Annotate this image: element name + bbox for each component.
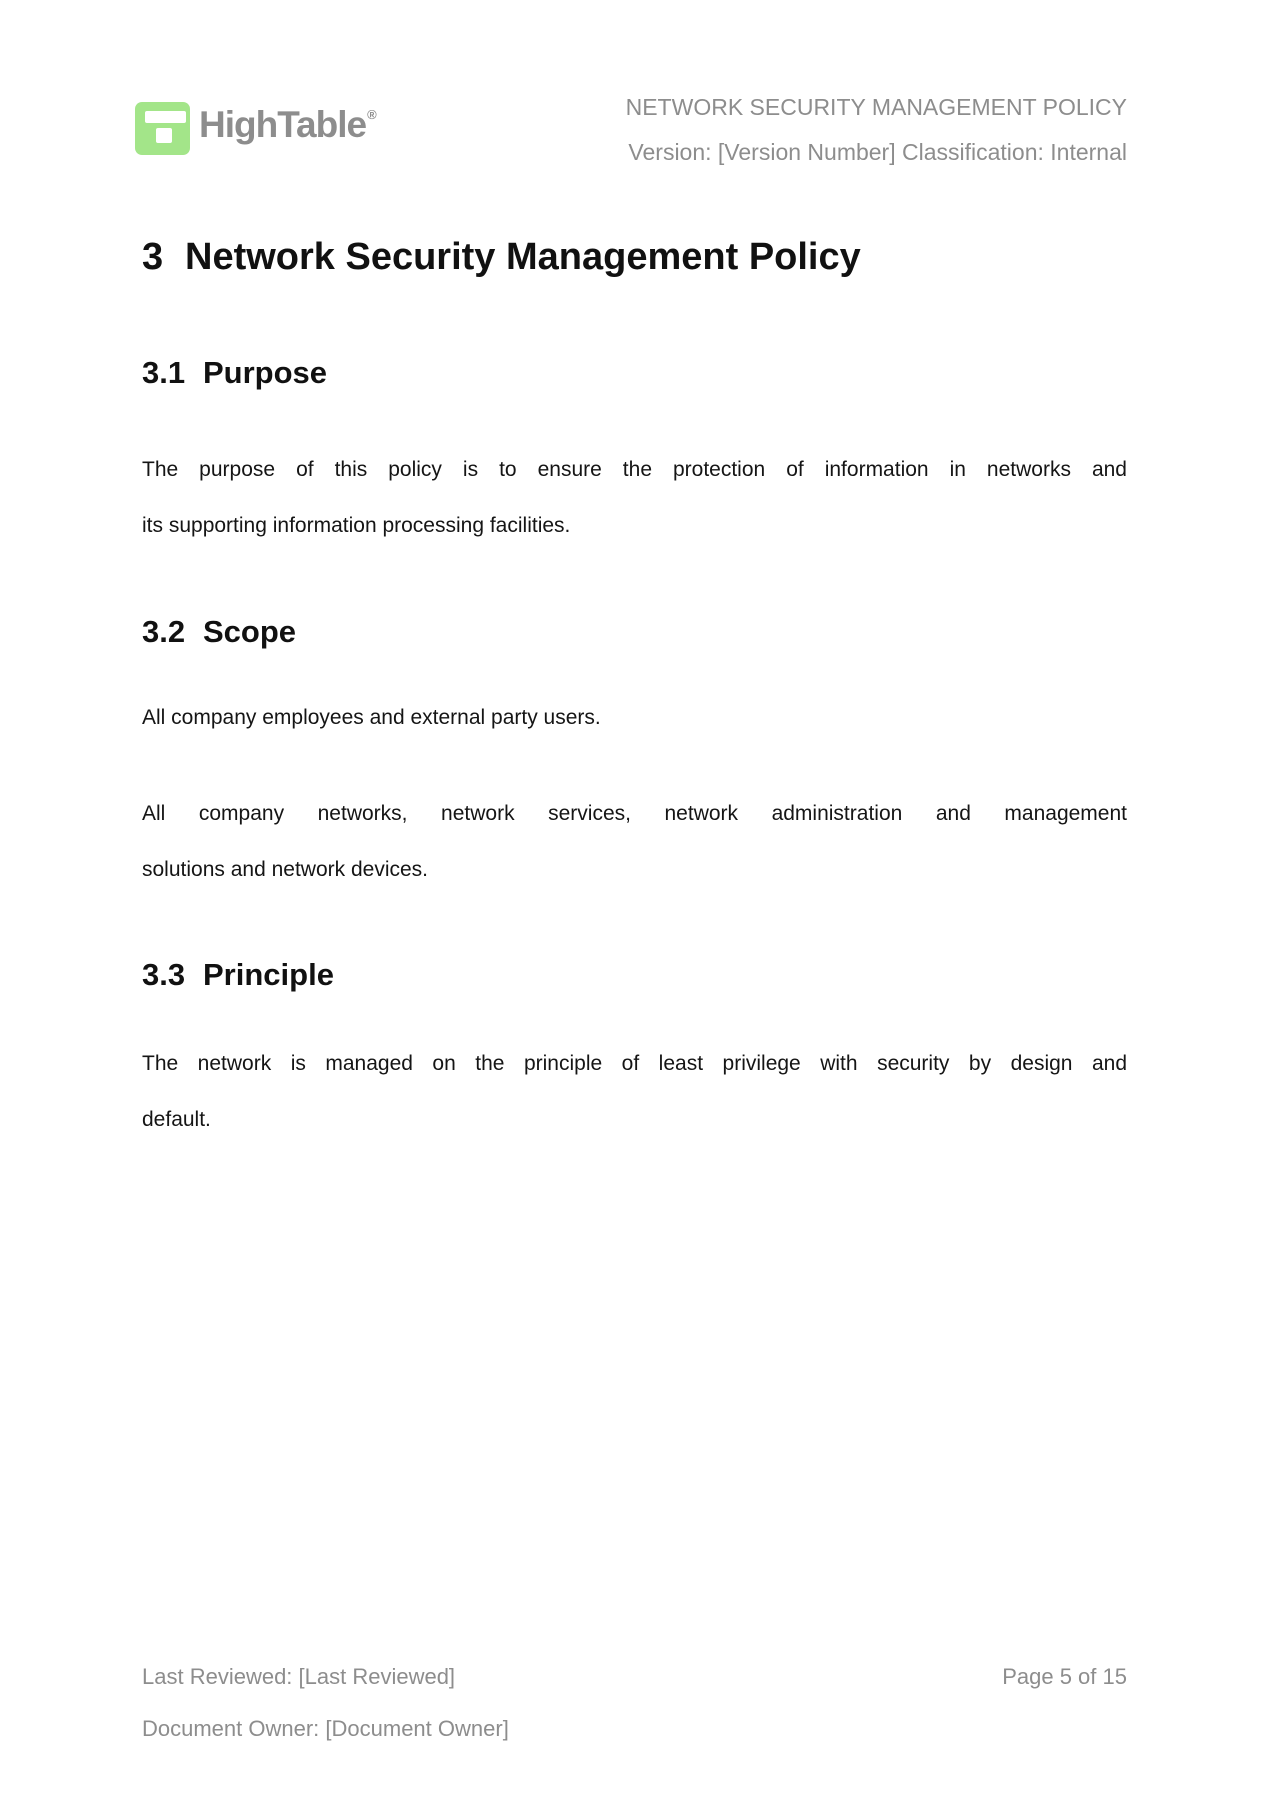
registered-trademark-icon: ® (367, 107, 376, 122)
principle-paragraph (142, 1036, 1127, 1148)
paragraph-line: All company networks, network services, network administration and management (142, 802, 1127, 825)
hightable-wordmark (199, 106, 376, 143)
paragraph-line: solutions and network devices. (142, 858, 428, 881)
section-title: Scope (203, 614, 297, 649)
paragraph-line: its supporting information processing facilities. (142, 514, 571, 537)
section-number: 3.1 (142, 355, 186, 390)
logo-bar-shape (145, 111, 186, 123)
paragraph-line: default. (142, 1108, 211, 1131)
scope-paragraph-2 (142, 786, 1127, 898)
main-heading-number: 3 (142, 236, 164, 278)
footer-last-reviewed: Last Reviewed: [Last Reviewed] (142, 1664, 456, 1689)
footer-document-owner: Document Owner: [Document Owner] (142, 1716, 509, 1741)
section-number: 3.3 (142, 957, 186, 992)
section-heading-scope (142, 616, 296, 647)
section-title: Purpose (203, 355, 328, 390)
paragraph-line: All company employees and external party users. (142, 706, 601, 729)
footer-page-number: Page 5 of 15 (1002, 1664, 1127, 1689)
main-heading (142, 238, 861, 276)
header-document-title: NETWORK SECURITY MANAGEMENT POLICY (625, 94, 1127, 120)
section-title: Principle (203, 957, 334, 992)
section-number: 3.2 (142, 614, 186, 649)
hightable-logo-icon (135, 102, 190, 155)
logo-stem-shape (156, 128, 172, 143)
section-heading-principle (142, 959, 334, 990)
main-heading-text: Network Security Management Policy (185, 236, 861, 278)
brand-name: HighTable (199, 104, 367, 145)
section-heading-purpose (142, 357, 327, 388)
header-version-classification: Version: [Version Number] Classification: Internal (628, 139, 1127, 165)
paragraph-line: The purpose of this policy is to ensure the protection of information in networks and (142, 458, 1127, 481)
paragraph-line: The network is managed on the principle of least privilege with security by design and (142, 1052, 1127, 1075)
scope-paragraph-1 (142, 690, 1127, 746)
purpose-paragraph (142, 442, 1127, 554)
